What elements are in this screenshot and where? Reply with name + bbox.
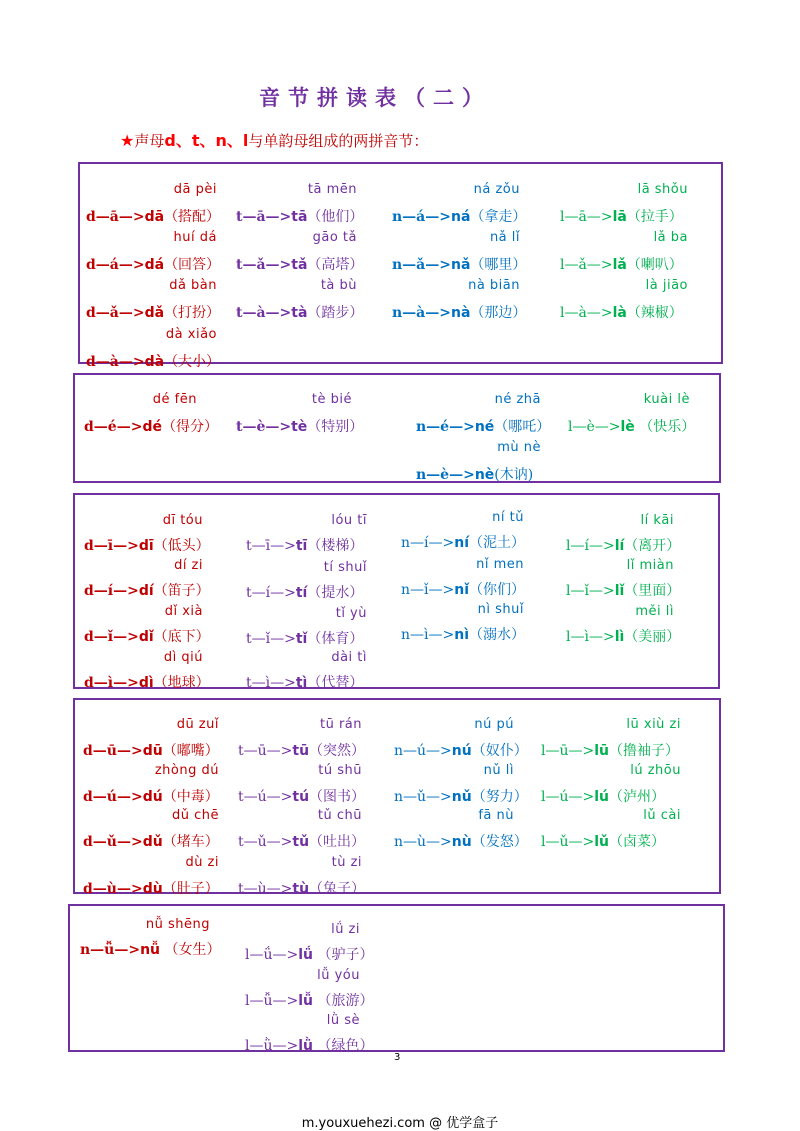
page-number: 3	[394, 1052, 401, 1063]
example-word: （得分）	[161, 419, 218, 435]
pinyin-label: lǎ ba	[653, 230, 688, 245]
syllable: tú	[292, 789, 310, 805]
spelling-formula: d—ā—>	[86, 209, 145, 225]
spelling-row	[80, 939, 220, 959]
spelling-formula: n—ù—>	[394, 834, 452, 850]
example-word: （奴仆）	[471, 743, 528, 759]
spelling-formula: t—è—>	[236, 419, 292, 435]
pinyin-label: tǐ yù	[335, 606, 367, 621]
pinyin-label: dài tì	[331, 650, 367, 665]
pinyin-label: né zhā	[494, 392, 541, 407]
spelling-row	[560, 254, 683, 274]
syllable: nù	[451, 834, 472, 850]
spelling-row	[401, 532, 525, 552]
syllable: nà	[450, 305, 471, 321]
pinyin-label: lǔ cài	[643, 808, 681, 823]
pinyin-label: lú zhōu	[630, 763, 681, 778]
syllable: tù	[292, 881, 310, 897]
pinyin-label: dǔ chē	[171, 808, 219, 823]
pinyin-label: là jiāo	[645, 278, 688, 293]
spelling-row	[83, 786, 219, 806]
pinyin-label: nì shuǐ	[477, 602, 524, 617]
spelling-row	[246, 582, 363, 602]
syllable: tí	[295, 585, 308, 601]
spelling-row	[394, 740, 528, 760]
pinyin-label: tǔ chū	[317, 808, 362, 823]
spelling-row	[236, 254, 363, 274]
syllable: tǐ	[295, 631, 308, 647]
spelling-row	[401, 624, 525, 644]
pinyin-label: lǘ zi	[331, 922, 360, 937]
pinyin-label: fā nù	[478, 808, 514, 823]
example-word: （吐出）	[309, 834, 366, 850]
syllable: nǚ	[140, 942, 161, 958]
spelling-row	[568, 416, 695, 436]
example-word: （代替）	[307, 675, 364, 691]
spelling-row	[86, 206, 220, 226]
spelling-formula: l—ǜ—>	[245, 1038, 299, 1054]
syllable: tī	[295, 538, 308, 554]
pinyin-label: gāo tǎ	[312, 230, 357, 245]
pinyin-label: měi lì	[635, 604, 674, 619]
example-word: （泸州）	[609, 789, 665, 805]
spelling-formula: t—ù—>	[238, 881, 293, 897]
syllable: dū	[142, 743, 163, 759]
pinyin-label: huí dá	[173, 230, 217, 245]
example-word: （体育）	[307, 631, 364, 647]
spelling-row	[246, 672, 363, 692]
spelling-row	[238, 786, 365, 806]
spelling-formula: d—ì—>	[84, 675, 139, 691]
pinyin-label: dǐ xià	[164, 604, 203, 619]
syllable: lǎ	[612, 257, 627, 273]
syllable: dá	[144, 257, 165, 273]
spelling-formula: l—è—>	[568, 419, 621, 435]
syllable: là	[612, 305, 627, 321]
example-word: （打扮）	[164, 305, 221, 321]
spelling-formula: n—é—>	[416, 419, 475, 435]
pinyin-label: tí shuǐ	[323, 560, 367, 575]
example-word: （笛子）	[153, 583, 210, 599]
example-word: （嘟嘴）	[162, 743, 219, 759]
spelling-formula: n—ǎ—>	[392, 257, 451, 273]
syllable: tì	[295, 675, 308, 691]
spelling-formula: l—ǚ—>	[245, 993, 299, 1009]
pinyin-label: mù nè	[497, 440, 541, 455]
example-word: （堵车）	[162, 834, 219, 850]
spelling-formula: l—ū—>	[541, 743, 595, 759]
pinyin-label: dí zi	[174, 558, 203, 573]
pinyin-label: dū zuǐ	[176, 717, 219, 732]
example-word: （大小）	[164, 354, 221, 370]
example-word: （离开）	[624, 538, 681, 554]
syllable: nǎ	[450, 257, 471, 273]
syllable: dí	[138, 583, 154, 599]
syllable: lā	[612, 209, 627, 225]
pinyin-label: kuài lè	[643, 392, 690, 407]
syllable: dī	[138, 538, 154, 554]
spelling-row	[392, 254, 526, 274]
example-word: （提水）	[307, 585, 364, 601]
spelling-formula: d—ǔ—>	[83, 834, 143, 850]
star-icon: ★	[120, 131, 135, 150]
example-word: （哪里）	[470, 257, 527, 273]
spelling-row	[86, 302, 220, 322]
pinyin-label: lū xiù zi	[626, 717, 681, 732]
example-word: （卤菜）	[609, 834, 665, 850]
pinyin-label: lǐ miàn	[626, 558, 674, 573]
example-word: (木讷)	[494, 467, 534, 483]
example-word: （你们）	[469, 582, 525, 598]
syllable: dǐ	[138, 629, 154, 645]
pinyin-label: lā shǒu	[637, 182, 688, 197]
pinyin-label: zhòng dú	[154, 763, 219, 778]
spelling-row	[541, 740, 679, 760]
pinyin-label: tā mēn	[307, 182, 357, 197]
syllable: lǐ	[614, 583, 625, 599]
syllable: tū	[292, 743, 310, 759]
example-word: （肚子）	[162, 881, 219, 897]
spelling-formula: n—ì—>	[401, 627, 455, 643]
spelling-formula: n—ǐ—>	[401, 582, 455, 598]
syllable: lǜ	[298, 1038, 313, 1054]
spelling-row	[84, 535, 210, 555]
pinyin-label: nǐ men	[476, 557, 524, 572]
pinyin-label: dé fēn	[152, 392, 197, 407]
pinyin-label: tú shū	[318, 763, 362, 778]
spelling-formula: d—ī—>	[84, 538, 139, 554]
spelling-formula: n—ǔ—>	[394, 789, 452, 805]
syllable: lǘ	[298, 947, 313, 963]
section-subtitle	[120, 128, 428, 151]
pinyin-label: dā pèi	[173, 182, 217, 197]
spelling-row	[86, 351, 220, 371]
syllable: nè	[474, 467, 495, 483]
syllable: ná	[450, 209, 471, 225]
syllable: dù	[142, 881, 163, 897]
spelling-formula: l—ǘ—>	[245, 947, 299, 963]
subtitle-letters: d、t、n、l	[164, 131, 249, 150]
syllable: tā	[291, 209, 308, 225]
spelling-row	[245, 1035, 373, 1055]
spelling-formula: l—ǐ—>	[566, 583, 615, 599]
example-word: （泥土）	[469, 535, 525, 551]
subtitle-pre: 声母	[134, 132, 165, 150]
subtitle-post: 与单韵母组成的两拼音节：	[248, 132, 429, 150]
pinyin-label: dì qiú	[163, 650, 203, 665]
spelling-row	[84, 416, 218, 436]
spelling-formula: d—ǎ—>	[86, 305, 145, 321]
syllable: ní	[454, 535, 469, 551]
spelling-row	[566, 580, 680, 600]
syllable: nǐ	[454, 582, 469, 598]
spelling-formula: n—ú—>	[394, 743, 452, 759]
example-word: （辣椒）	[626, 305, 683, 321]
syllable: dā	[144, 209, 165, 225]
spelling-formula: d—ǐ—>	[84, 629, 139, 645]
spelling-row	[238, 740, 365, 760]
syllable: lú	[594, 789, 609, 805]
pinyin-label: ní tǔ	[492, 510, 524, 525]
syllable: né	[474, 419, 495, 435]
spelling-row	[86, 254, 220, 274]
example-word: （拿走）	[470, 209, 527, 225]
spelling-formula: d—à—>	[86, 354, 145, 370]
spelling-formula: t—ú—>	[238, 789, 293, 805]
example-word: （高塔）	[307, 257, 364, 273]
example-word: （驴子）	[313, 947, 374, 963]
example-word: （回答）	[164, 257, 221, 273]
syllable: tǔ	[292, 834, 310, 850]
syllable: dú	[142, 789, 163, 805]
example-word: （兔子）	[309, 881, 366, 897]
spelling-row	[566, 626, 680, 646]
spelling-row	[84, 626, 210, 646]
pinyin-label: tū rán	[319, 717, 362, 732]
spelling-row	[236, 302, 363, 322]
spelling-row	[394, 786, 528, 806]
spelling-row	[560, 302, 683, 322]
spelling-formula: n—ǚ—>	[80, 942, 141, 958]
spelling-formula: d—ù—>	[83, 881, 143, 897]
spelling-formula: n—à—>	[392, 305, 451, 321]
example-word: （底下）	[153, 629, 210, 645]
spelling-row	[392, 206, 526, 226]
spelling-formula: t—ǐ—>	[246, 631, 296, 647]
syllable: tǎ	[291, 257, 308, 273]
spelling-formula: l—í—>	[566, 538, 615, 554]
example-word: （地球）	[153, 675, 210, 691]
spelling-row	[84, 580, 210, 600]
syllable: nú	[451, 743, 472, 759]
spelling-formula: n—í—>	[401, 535, 455, 551]
syllable: lè	[620, 419, 635, 435]
spelling-formula: t—í—>	[246, 585, 296, 601]
syllable: tà	[291, 305, 308, 321]
spelling-formula: l—ǔ—>	[541, 834, 595, 850]
syllable: dà	[144, 354, 165, 370]
example-word: （努力）	[471, 789, 528, 805]
spelling-formula: t—ā—>	[236, 209, 292, 225]
example-word: （里面）	[624, 583, 681, 599]
spelling-formula: t—ǎ—>	[236, 257, 292, 273]
spelling-formula: d—í—>	[84, 583, 139, 599]
example-word: （踏步）	[307, 305, 364, 321]
spelling-row	[566, 535, 680, 555]
example-word: （绿色）	[313, 1038, 374, 1054]
spelling-formula: l—à—>	[560, 305, 613, 321]
syllable: dǔ	[142, 834, 163, 850]
spelling-row	[541, 786, 665, 806]
spelling-formula: t—ū—>	[238, 743, 293, 759]
spelling-formula: t—ì—>	[246, 675, 296, 691]
pinyin-label: lǜ sè	[326, 1013, 360, 1028]
spelling-row	[394, 831, 528, 851]
syllable: lū	[594, 743, 609, 759]
pinyin-label: nǔ lì	[483, 763, 514, 778]
syllable: nǔ	[451, 789, 472, 805]
syllable: lǚ	[298, 993, 313, 1009]
pinyin-label: lóu tī	[331, 513, 367, 528]
spelling-formula: l—ú—>	[541, 789, 595, 805]
pinyin-label: tù zi	[331, 855, 362, 870]
spelling-row	[560, 206, 683, 226]
example-word: （拉手）	[626, 209, 683, 225]
spelling-formula: t—à—>	[236, 305, 292, 321]
example-word: （发怒）	[471, 834, 528, 850]
example-word: （突然）	[309, 743, 366, 759]
spelling-row	[392, 302, 526, 322]
example-word: （图书）	[309, 789, 366, 805]
spelling-row	[83, 878, 219, 898]
spelling-formula: l—ǎ—>	[560, 257, 613, 273]
example-word: （溺水）	[469, 627, 525, 643]
syllable: nì	[454, 627, 469, 643]
pinyin-label: tà bù	[320, 278, 357, 293]
pinyin-label: nú pú	[474, 717, 514, 732]
pinyin-label: nǚ shēng	[145, 917, 210, 932]
spelling-formula: d—é—>	[84, 419, 143, 435]
page-title: 音节拼读表（二）	[259, 85, 491, 110]
spelling-formula: n—è—>	[416, 467, 475, 483]
syllable: dǎ	[144, 305, 165, 321]
pinyin-label: lí kāi	[640, 513, 674, 528]
example-word: （他们）	[307, 209, 364, 225]
pinyin-label: lǚ yóu	[317, 968, 360, 983]
syllable: dé	[142, 419, 162, 435]
pinyin-label: ná zǒu	[473, 182, 520, 197]
spelling-row	[238, 831, 365, 851]
spelling-formula: n—á—>	[392, 209, 451, 225]
spelling-row	[83, 740, 219, 760]
example-word: （美丽）	[624, 629, 681, 645]
spelling-row	[246, 628, 363, 648]
spelling-row	[236, 206, 363, 226]
example-word: （那边）	[470, 305, 527, 321]
example-word: （旅游）	[313, 993, 374, 1009]
example-word: （喇叭）	[626, 257, 683, 273]
syllable: lì	[614, 629, 625, 645]
spelling-row	[416, 464, 533, 484]
pinyin-label: nà biān	[468, 278, 520, 293]
spelling-row	[246, 535, 363, 555]
spelling-formula: d—ú—>	[83, 789, 143, 805]
example-word: （楼梯）	[307, 538, 364, 554]
spelling-row	[245, 944, 373, 964]
spelling-formula: d—á—>	[86, 257, 145, 273]
pinyin-label: dī tóu	[162, 513, 203, 528]
example-word: （搭配）	[164, 209, 221, 225]
example-word: （中毒）	[162, 789, 219, 805]
spelling-row	[84, 672, 210, 692]
spelling-formula: d—ū—>	[83, 743, 143, 759]
pinyin-label: dǎ bàn	[169, 278, 217, 293]
example-word: （低头）	[153, 538, 210, 554]
pinyin-label: nǎ lǐ	[489, 230, 520, 245]
spelling-row	[416, 416, 550, 436]
spelling-row	[541, 831, 665, 851]
spelling-row	[238, 878, 365, 898]
spelling-row	[83, 831, 219, 851]
syllable: tè	[291, 419, 308, 435]
example-word: （特别）	[307, 419, 364, 435]
example-word: （快乐）	[634, 419, 696, 435]
spelling-formula: l—ì—>	[566, 629, 615, 645]
spelling-formula: t—ī—>	[246, 538, 296, 554]
example-word: （哪吒）	[494, 419, 551, 435]
spelling-formula: l—ā—>	[560, 209, 613, 225]
pinyin-label: dù zi	[185, 855, 219, 870]
example-word: （女生）	[160, 942, 221, 958]
spelling-row	[245, 990, 373, 1010]
spelling-row	[401, 579, 525, 599]
syllable: lí	[614, 538, 625, 554]
footer-watermark: m.youxuehezi.com @ 优学盒子	[301, 1116, 499, 1131]
spelling-row	[236, 416, 363, 436]
example-word: （撸袖子）	[609, 743, 679, 759]
syllable: dì	[138, 675, 154, 691]
pinyin-label: dà xiǎo	[165, 327, 217, 342]
pinyin-label: tè bié	[311, 392, 352, 407]
spelling-formula: t—ǔ—>	[238, 834, 293, 850]
syllable: lǔ	[594, 834, 609, 850]
